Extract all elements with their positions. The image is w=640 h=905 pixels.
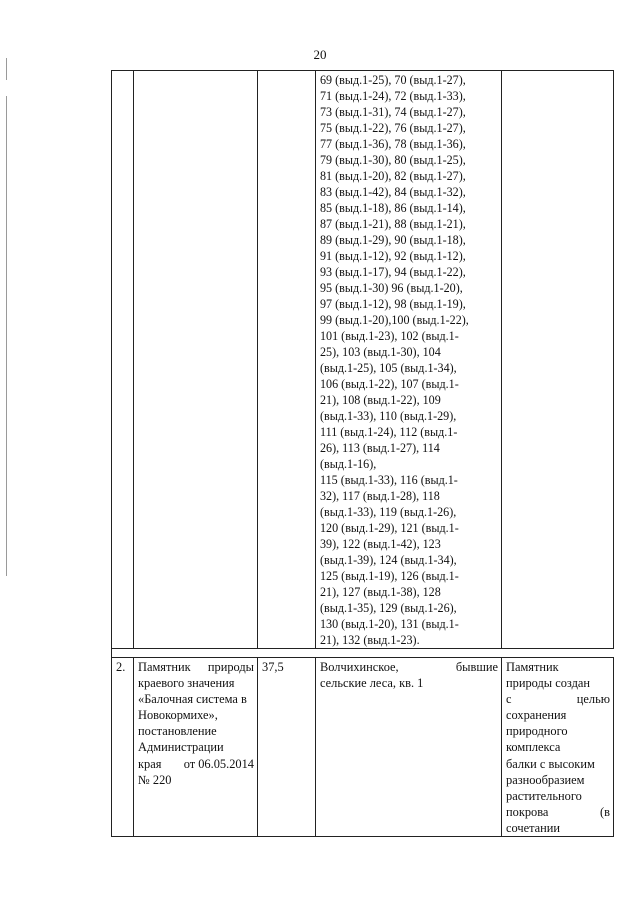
forest-quarter-line: 125 (выд.1-19), 126 (выд.1- bbox=[320, 569, 459, 583]
continuation-name-cell bbox=[134, 71, 258, 649]
forest-quarter-line: 21), 108 (выд.1-22), 109 bbox=[320, 393, 441, 407]
forest-quarter-line: 26), 113 (выд.1-27), 114 bbox=[320, 441, 440, 455]
forest-quarter-line: 25), 103 (выд.1-30), 104 bbox=[320, 345, 441, 359]
margin-mark-bottom bbox=[6, 96, 7, 576]
forest-quarter-line: 32), 117 (выд.1-28), 118 bbox=[320, 489, 440, 503]
continuation-area-cell bbox=[258, 71, 316, 649]
forest-quarter-line: 87 (выд.1-21), 88 (выд.1-21), bbox=[320, 217, 466, 231]
page-number: 20 bbox=[313, 47, 327, 62]
forest-quarter-line: 83 (выд.1-42), 84 (выд.1-32), bbox=[320, 185, 466, 199]
forest-quarter-line: 99 (выд.1-20),100 (выд.1-22), bbox=[320, 313, 469, 327]
forest-quarter-line: 81 (выд.1-20), 82 (выд.1-27), bbox=[320, 169, 466, 183]
forest-quarter-line: (выд.1-25), 105 (выд.1-34), bbox=[320, 361, 457, 375]
forest-quarter-line: 85 (выд.1-18), 86 (выд.1-14), bbox=[320, 201, 466, 215]
continuation-number-cell bbox=[112, 71, 134, 649]
forest-quarter-line: 95 (выд.1-30) 96 (выд.1-20), bbox=[320, 281, 463, 295]
continuation-location-cell bbox=[316, 71, 502, 649]
forest-quarter-line: 115 (выд.1-33), 116 (выд.1- bbox=[320, 473, 458, 487]
continuation-purpose-cell bbox=[502, 71, 614, 649]
forest-quarter-list bbox=[320, 72, 498, 648]
forest-quarter-line: 75 (выд.1-22), 76 (выд.1-27), bbox=[320, 121, 466, 135]
row-number: 2. bbox=[112, 658, 134, 837]
location-cell: Волчихинское, бывшие сельские леса, кв. 1 bbox=[316, 658, 502, 837]
forest-quarter-line: 39), 122 (выд.1-42), 123 bbox=[320, 537, 441, 551]
document-table bbox=[111, 70, 614, 837]
forest-quarter-line: (выд.1-16), bbox=[320, 457, 377, 471]
forest-quarter-line: 97 (выд.1-12), 98 (выд.1-19), bbox=[320, 297, 466, 311]
forest-quarter-line: 93 (выд.1-17), 94 (выд.1-22), bbox=[320, 265, 466, 279]
forest-quarter-line: 111 (выд.1-24), 112 (выд.1- bbox=[320, 425, 458, 439]
forest-quarter-line: (выд.1-35), 129 (выд.1-26), bbox=[320, 601, 457, 615]
object-name-cell: Памятник природы краевого значения «Балочная система в Новокормихе», постановление Администрации края от 06.05.2014 № 220 bbox=[134, 658, 258, 837]
forest-quarter-line: (выд.1-39), 124 (выд.1-34), bbox=[320, 553, 457, 567]
forest-quarter-line: 79 (выд.1-30), 80 (выд.1-25), bbox=[320, 153, 466, 167]
forest-quarter-line: 91 (выд.1-12), 92 (выд.1-12), bbox=[320, 249, 466, 263]
forest-quarter-line: 21), 127 (выд.1-38), 128 bbox=[320, 585, 441, 599]
continuation-row bbox=[112, 71, 614, 649]
forest-quarter-line: 106 (выд.1-22), 107 (выд.1- bbox=[320, 377, 459, 391]
purpose-cell: Памятник природы создан с целью сохранения природного комплекса балки с высоким разнообразием растительного покрова (в сочетании bbox=[502, 658, 614, 837]
forest-quarter-line: 21), 132 (выд.1-23). bbox=[320, 633, 420, 647]
forest-quarter-line: 73 (выд.1-31), 74 (выд.1-27), bbox=[320, 105, 466, 119]
forest-quarter-line: 71 (выд.1-24), 72 (выд.1-33), bbox=[320, 89, 466, 103]
table-row bbox=[112, 658, 614, 837]
area-cell: 37,5 bbox=[258, 658, 316, 837]
forest-quarter-line: (выд.1-33), 119 (выд.1-26), bbox=[320, 505, 457, 519]
forest-quarter-line: 101 (выд.1-23), 102 (выд.1- bbox=[320, 329, 459, 343]
row-separator bbox=[112, 649, 614, 658]
forest-quarter-line: 89 (выд.1-29), 90 (выд.1-18), bbox=[320, 233, 466, 247]
forest-quarter-line: 130 (выд.1-20), 131 (выд.1- bbox=[320, 617, 459, 631]
forest-quarter-line: (выд.1-33), 110 (выд.1-29), bbox=[320, 409, 457, 423]
forest-quarter-line: 120 (выд.1-29), 121 (выд.1- bbox=[320, 521, 459, 535]
forest-quarter-line: 77 (выд.1-36), 78 (выд.1-36), bbox=[320, 137, 466, 151]
forest-quarter-line: 69 (выд.1-25), 70 (выд.1-27), bbox=[320, 73, 466, 87]
